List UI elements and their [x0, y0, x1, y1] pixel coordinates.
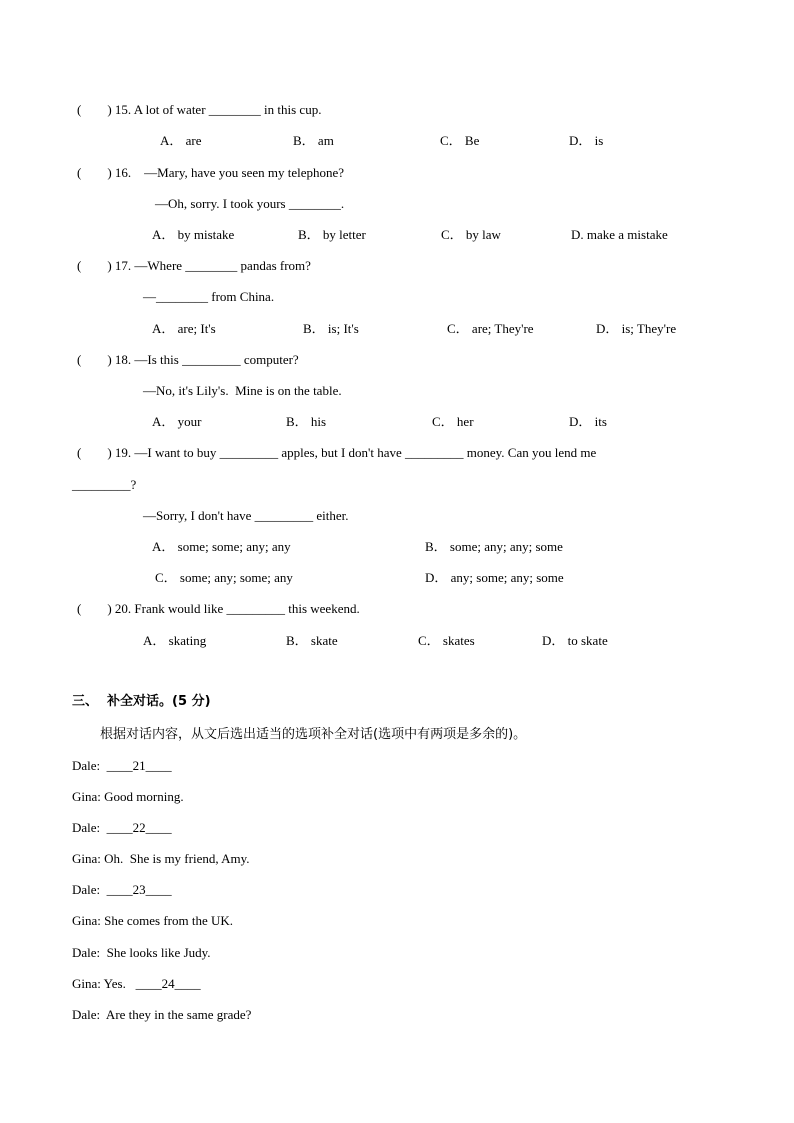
- q18-option-b: B． his: [286, 414, 327, 429]
- dialogue-line: Dale: ____23____: [72, 882, 172, 897]
- question-20-stem: ( ) 20. Frank would like _________ this weekend.: [77, 601, 360, 616]
- q19-option-a: A． some; some; any; any: [152, 539, 291, 554]
- question-19-continuation: _________?: [72, 477, 137, 492]
- question-15-stem: ( ) 15. A lot of water ________ in this cup.: [77, 102, 322, 117]
- question-16-stem: ( ) 16. —Mary, have you seen my telephone?: [77, 165, 345, 180]
- dialogue-line: Dale: ____22____: [72, 820, 172, 835]
- q20-option-a: A． skating: [143, 633, 207, 648]
- q15-option-c: C． Be: [440, 133, 480, 148]
- q20-option-b: B． skate: [286, 633, 338, 648]
- q18-option-a: A． your: [152, 414, 202, 429]
- question-17-line2: —________ from China.: [143, 289, 275, 304]
- question-18-line2: —No, it's Lily's. Mine is on the table.: [143, 383, 342, 398]
- dialogue-line: Gina: She comes from the UK.: [72, 913, 234, 928]
- section-3-heading: 三、 补全对话。(5 分): [72, 694, 211, 709]
- dialogue-line: Dale: She looks like Judy.: [72, 945, 211, 960]
- q20-option-c: C． skates: [418, 633, 475, 648]
- q17-option-a: A． are; It's: [152, 321, 216, 336]
- dialogue-line: Dale: ____21____: [72, 758, 172, 773]
- question-19-line2: —Sorry, I don't have _________ either.: [143, 508, 349, 523]
- question-19-stem: ( ) 19. —I want to buy _________ apples, but I don't have _________ money. Can you lend me: [77, 445, 597, 460]
- dialogue-line: Gina: Oh. She is my friend, Amy.: [72, 851, 250, 866]
- q15-option-d: D． is: [569, 133, 604, 148]
- section-3-instruction: 根据对话内容，从文后选出适当的选项补全对话(选项中有两项是多余的)。: [100, 727, 527, 742]
- dialogue-line: Gina: Good morning.: [72, 789, 184, 804]
- q19-option-c: C． some; any; some; any: [155, 570, 293, 585]
- q17-option-b: B． is; It's: [303, 321, 359, 336]
- q19-option-b: B． some; any; any; some: [425, 539, 563, 554]
- q16-option-b: B． by letter: [298, 227, 366, 242]
- q16-option-c: C． by law: [441, 227, 501, 242]
- q16-option-d: D. make a mistake: [571, 227, 668, 242]
- q16-option-a: A． by mistake: [152, 227, 235, 242]
- q15-option-b: B． am: [293, 133, 334, 148]
- question-17-stem: ( ) 17. —Where ________ pandas from?: [77, 258, 311, 273]
- question-18-stem: ( ) 18. —Is this _________ computer?: [77, 352, 299, 367]
- q18-option-d: D． its: [569, 414, 607, 429]
- q19-option-d: D． any; some; any; some: [425, 570, 564, 585]
- dialogue-line: Dale: Are they in the same grade?: [72, 1007, 252, 1022]
- q17-option-d: D． is; They're: [596, 321, 677, 336]
- question-16-line2: —Oh, sorry. I took yours ________.: [155, 196, 345, 211]
- q20-option-d: D． to skate: [542, 633, 608, 648]
- q15-option-a: A． are: [160, 133, 202, 148]
- q18-option-c: C． her: [432, 414, 474, 429]
- dialogue-line: Gina: Yes. ____24____: [72, 976, 201, 991]
- q17-option-c: C． are; They're: [447, 321, 534, 336]
